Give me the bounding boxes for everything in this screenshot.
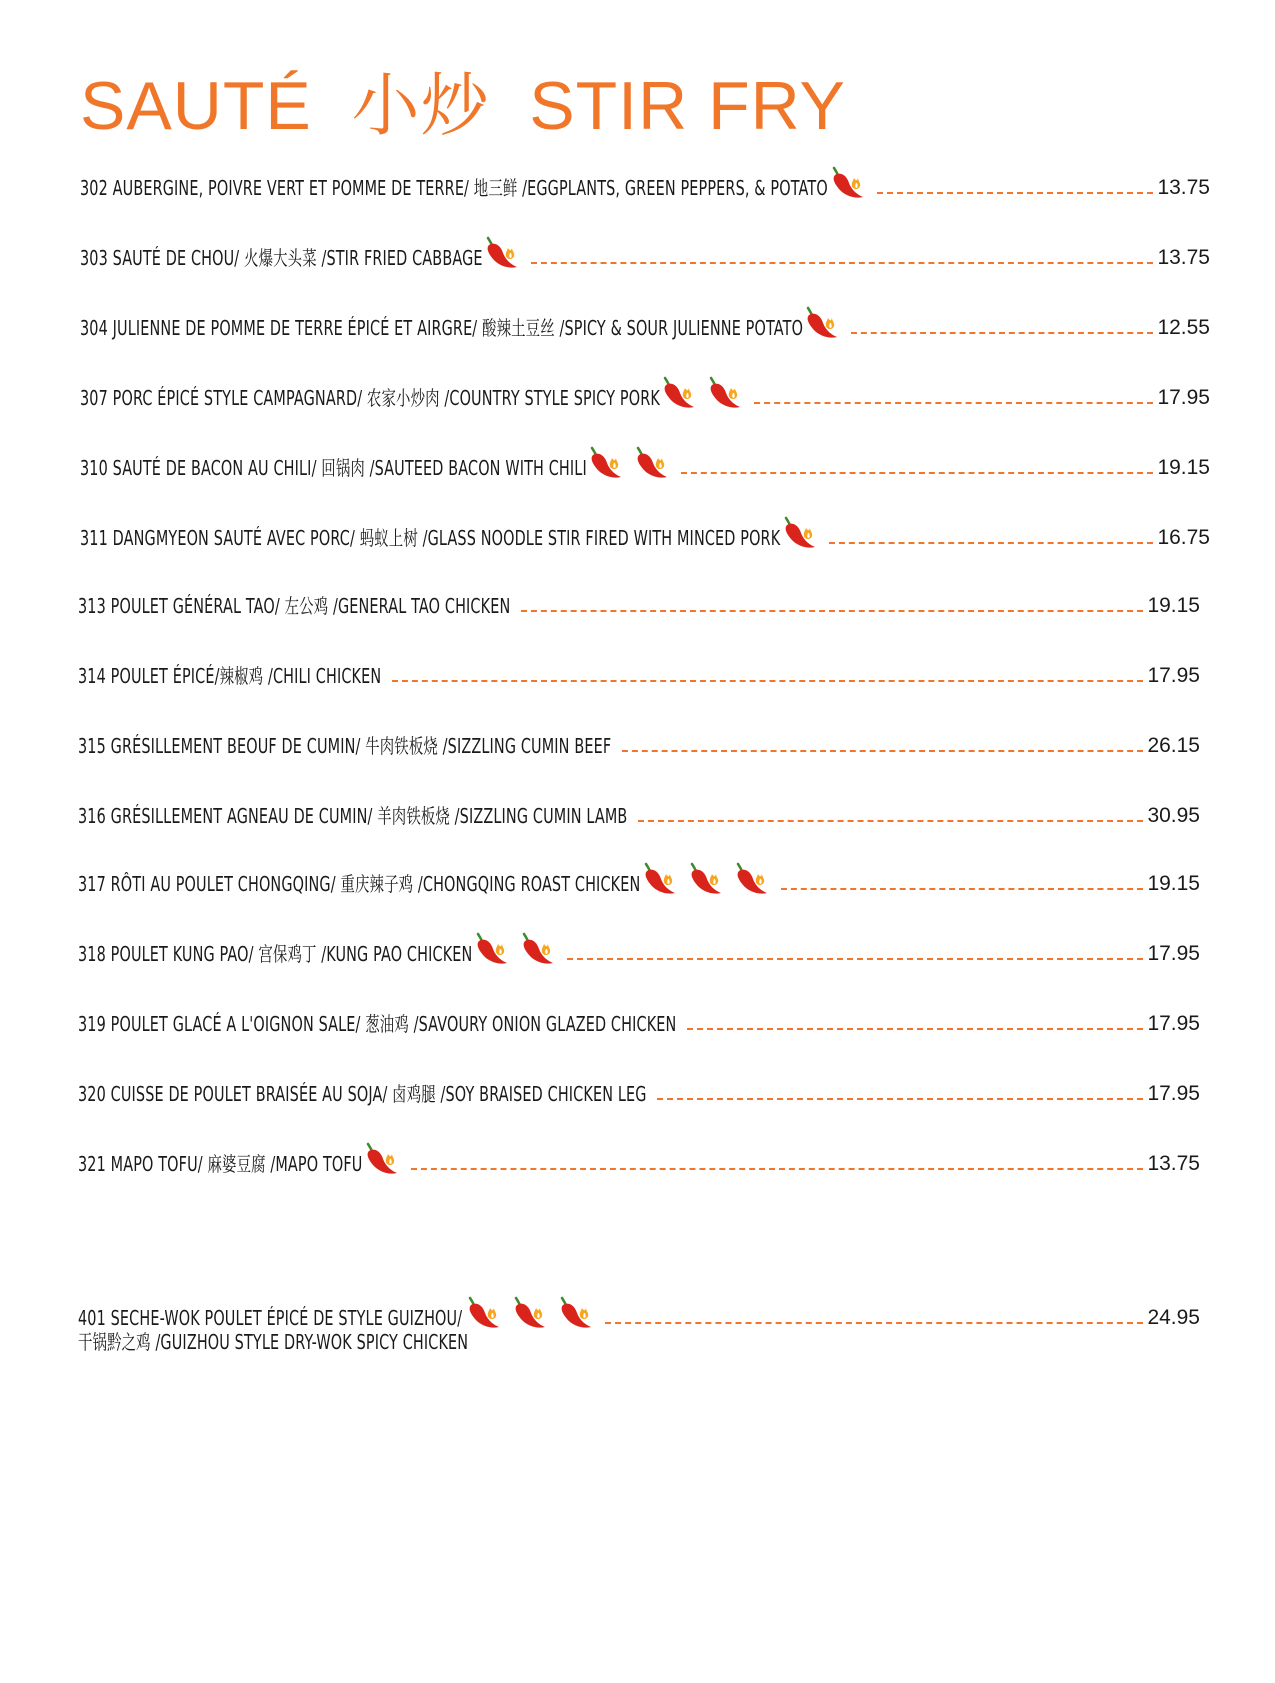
chili-pepper-icon: [517, 930, 557, 966]
menu-item-name: 314 POULET ÉPICÉ/辣椒鸡 /CHILI CHICKEN: [78, 664, 382, 688]
menu-item-name: 317 RÔTI AU POULET CHONGQING/ 重庆辣子鸡 /CHONGQING ROAST CHICKEN: [78, 872, 641, 896]
menu-item-price: 24.95: [1147, 1306, 1200, 1329]
chili-pepper-icon: [779, 514, 819, 550]
spice-indicator: [361, 1140, 401, 1176]
chili-pepper-icon: [585, 444, 625, 480]
menu-item-name: 311 DANGMYEON SAUTÉ AVEC PORC/ 蚂蚁上树 /GLASS NOODLE STIR FIRED WITH MINCED PORK: [80, 526, 781, 550]
menu-item-name: 304 JULIENNE DE POMME DE TERRE ÉPICÉ ET AIRGRE/ 酸辣土豆丝 /SPICY & SOUR JULIENNE POTATO: [80, 316, 804, 340]
menu-item-name: 315 GRÉSILLEMENT BEOUF DE CUMIN/ 牛肉铁板烧 /SIZZLING CUMIN BEEF: [78, 734, 612, 758]
spice-indicator: [827, 164, 867, 200]
dotted-leader: [829, 542, 1153, 544]
dotted-leader: [521, 610, 1143, 612]
dotted-leader: [781, 888, 1143, 890]
menu-item-name: 320 CUISSE DE POULET BRAISÉE AU SOJA/ 卤鸡腿 /SOY BRAISED CHICKEN LEG: [78, 1082, 647, 1106]
menu-item-price: 17.95: [1147, 942, 1200, 965]
menu-item-name: 316 GRÉSILLEMENT AGNEAU DE CUMIN/ 羊肉铁板烧 /SIZZLING CUMIN LAMB: [78, 804, 628, 828]
chili-pepper-icon: [463, 1294, 503, 1330]
chili-pepper-icon: [509, 1294, 549, 1330]
dotted-leader: [622, 750, 1143, 752]
menu-item-price: 19.15: [1147, 594, 1200, 617]
spice-indicator: [585, 444, 671, 480]
chili-pepper-icon: [631, 444, 671, 480]
page-title: SAUTÉ 小炒 STIR FRY: [80, 68, 846, 144]
menu-item: [80, 516, 1210, 550]
spice-indicator: [801, 304, 841, 340]
menu-item: [80, 236, 1210, 270]
chili-pepper-icon: [685, 860, 725, 896]
chili-pepper-icon: [827, 164, 867, 200]
menu-item-price: 13.75: [1147, 1152, 1200, 1175]
menu-item-name: 318 POULET KUNG PAO/ 宫保鸡丁 /KUNG PAO CHICKEN: [78, 942, 473, 966]
spice-indicator: [463, 1294, 595, 1330]
menu-item-name: 303 SAUTÉ DE CHOU/ 火爆大头菜 /STIR FRIED CABBAGE: [80, 246, 483, 270]
spice-indicator: [779, 514, 819, 550]
dotted-leader: [605, 1322, 1143, 1324]
menu-item-price: 19.15: [1147, 872, 1200, 895]
chili-pepper-icon: [639, 860, 679, 896]
chili-pepper-icon: [361, 1140, 401, 1176]
menu-item: [78, 794, 1200, 828]
dotted-leader: [657, 1098, 1143, 1100]
menu-item-price: 13.75: [1157, 176, 1210, 199]
dotted-leader: [567, 958, 1143, 960]
menu-item-name: 307 PORC ÉPICÉ STYLE CAMPAGNARD/ 农家小炒肉 /COUNTRY STYLE SPICY PORK: [80, 386, 660, 410]
menu-item-price: 17.95: [1157, 386, 1210, 409]
menu-item-price: 17.95: [1147, 1012, 1200, 1035]
menu-item-price: 12.55: [1157, 316, 1210, 339]
menu-item-price: 17.95: [1147, 664, 1200, 687]
dotted-leader: [877, 192, 1153, 194]
menu-item: [78, 584, 1200, 618]
menu-item-name: 401 SECHE-WOK POULET ÉPICÉ DE STYLE GUIZHOU/: [78, 1306, 463, 1330]
menu-item-name: 313 POULET GÉNÉRAL TAO/ 左公鸡 /GENERAL TAO CHICKEN: [78, 594, 511, 618]
dotted-leader: [681, 472, 1153, 474]
dotted-leader: [411, 1168, 1143, 1170]
menu-item: [80, 376, 1210, 410]
dotted-leader: [851, 332, 1153, 334]
spice-indicator: [471, 930, 557, 966]
dotted-leader: [687, 1028, 1143, 1030]
menu-item-price: 30.95: [1147, 804, 1200, 827]
chili-pepper-icon: [555, 1294, 595, 1330]
menu-item-name: 319 POULET GLACÉ A L'OIGNON SALE/ 葱油鸡 /SAVOURY ONION GLAZED CHICKEN: [78, 1012, 677, 1036]
menu-item-name-line2: 干锅黔之鸡 /GUIZHOU STYLE DRY-WOK SPICY CHICKEN: [78, 1330, 469, 1354]
dotted-leader: [392, 680, 1143, 682]
chili-pepper-icon: [801, 304, 841, 340]
menu-item: [80, 446, 1210, 480]
menu-item: [78, 654, 1200, 688]
menu-item-name: 310 SAUTÉ DE BACON AU CHILI/ 回锅肉 /SAUTEED BACON WITH CHILI: [80, 456, 587, 480]
spice-indicator: [658, 374, 744, 410]
chili-pepper-icon: [731, 860, 771, 896]
chili-pepper-icon: [658, 374, 698, 410]
menu-item-price: 17.95: [1147, 1082, 1200, 1105]
chili-pepper-icon: [704, 374, 744, 410]
dotted-leader: [638, 820, 1143, 822]
menu-item: [78, 1072, 1200, 1106]
menu-item: [78, 1142, 1200, 1176]
chili-pepper-icon: [481, 234, 521, 270]
menu-item-price: 19.15: [1157, 456, 1210, 479]
menu-item-price: 26.15: [1147, 734, 1200, 757]
spice-indicator: [639, 860, 771, 896]
menu-item-price: 13.75: [1157, 246, 1210, 269]
menu-item: [78, 932, 1200, 966]
menu-item: [78, 1002, 1200, 1036]
menu-item-name: 321 MAPO TOFU/ 麻婆豆腐 /MAPO TOFU: [78, 1152, 363, 1176]
menu-item: [78, 862, 1200, 896]
dotted-leader: [754, 402, 1153, 404]
spice-indicator: [481, 234, 521, 270]
menu-item-name: 302 AUBERGINE, POIVRE VERT ET POMME DE TERRE/ 地三鲜 /EGGPLANTS, GREEN PEPPERS, & POTATO: [80, 176, 828, 200]
menu-item: [80, 166, 1210, 200]
chili-pepper-icon: [471, 930, 511, 966]
menu-item-401: [78, 1290, 1200, 1354]
menu-item: [78, 724, 1200, 758]
dotted-leader: [531, 262, 1153, 264]
menu-item-price: 16.75: [1157, 526, 1210, 549]
menu-item: [80, 306, 1210, 340]
